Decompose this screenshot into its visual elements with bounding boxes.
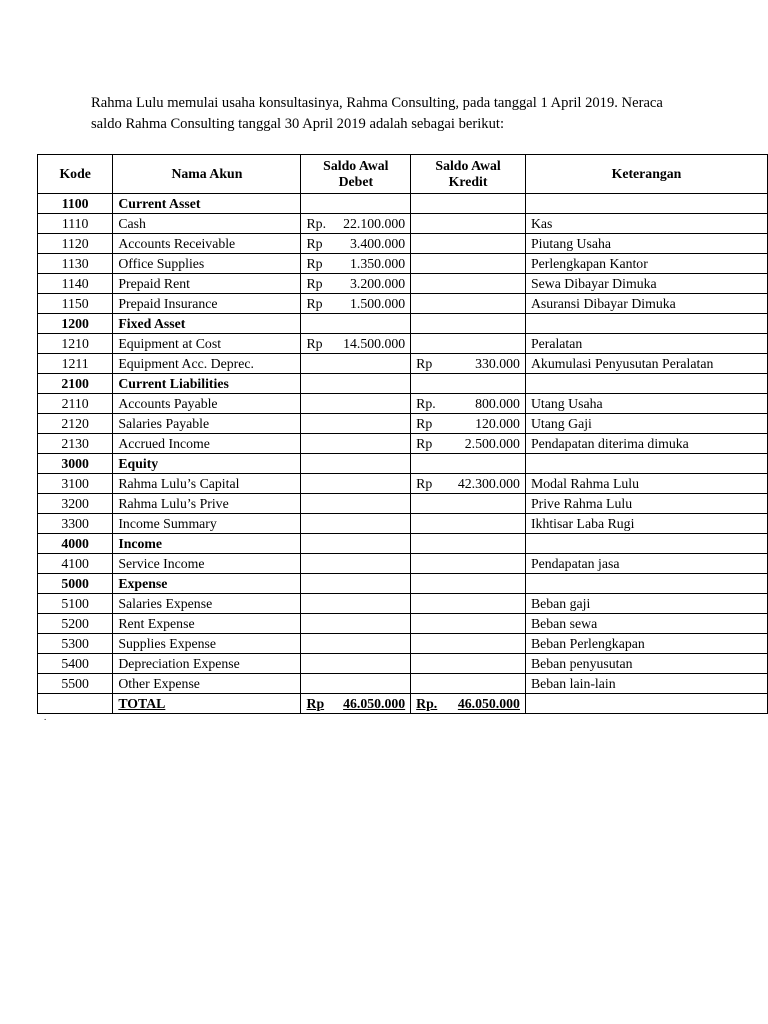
cell-nama-akun: Supplies Expense (113, 634, 301, 654)
cell-keterangan: Peralatan (525, 334, 767, 354)
cell-saldo-kredit-value: 46.050.000 (457, 696, 520, 711)
header-saldo-debet-line2: Debet (338, 174, 374, 189)
cell-saldo-kredit (411, 594, 526, 614)
cell-saldo-debet (301, 274, 411, 294)
cell-saldo-debet-value: 46.050.000 (343, 696, 406, 711)
cell-saldo-debet (301, 434, 411, 454)
cell-kode: 5200 (38, 614, 113, 634)
cell-saldo-debet-value: 1.350.000 (349, 256, 406, 271)
cell-saldo-debet-currency: Rp (306, 336, 323, 351)
table-row (38, 554, 768, 574)
cell-keterangan: Pendapatan diterima dimuka (525, 434, 767, 454)
table-row (38, 354, 768, 374)
table-row (38, 294, 768, 314)
cell-kode: 2100 (38, 374, 113, 394)
table-body (38, 194, 768, 714)
cell-saldo-debet (301, 474, 411, 494)
cell-nama-akun: Salaries Expense (113, 594, 301, 614)
cell-saldo-kredit (411, 354, 526, 374)
cell-keterangan (525, 374, 767, 394)
cell-saldo-debet (301, 674, 411, 694)
cell-nama-akun: Prepaid Rent (113, 274, 301, 294)
cell-keterangan (525, 534, 767, 554)
cell-nama-akun: Accrued Income (113, 434, 301, 454)
table-row (38, 274, 768, 294)
cell-saldo-debet (301, 694, 411, 714)
cell-nama-akun: Rent Expense (113, 614, 301, 634)
cell-saldo-kredit-currency: Rp (416, 416, 433, 431)
cell-kode: 5500 (38, 674, 113, 694)
cell-kode: 1100 (38, 194, 113, 214)
cell-saldo-debet (301, 314, 411, 334)
table-row (38, 534, 768, 554)
cell-nama-akun: Rahma Lulu’s Prive (113, 494, 301, 514)
cell-saldo-debet (301, 394, 411, 414)
header-keterangan: Keterangan (525, 155, 767, 194)
cell-nama-akun: Other Expense (113, 674, 301, 694)
cell-keterangan: Modal Rahma Lulu (525, 474, 767, 494)
table-row (38, 634, 768, 654)
table-row (38, 214, 768, 234)
cell-kode: 5300 (38, 634, 113, 654)
cell-saldo-kredit-value: 42.300.000 (457, 476, 520, 491)
table-header-row (38, 155, 768, 194)
cell-kode: 4100 (38, 554, 113, 574)
cell-saldo-debet (301, 454, 411, 474)
cell-nama-akun: Accounts Receivable (113, 234, 301, 254)
cell-saldo-kredit (411, 214, 526, 234)
cell-saldo-kredit (411, 454, 526, 474)
cell-nama-akun: Current Asset (113, 194, 301, 214)
cell-saldo-kredit-currency: Rp. (416, 396, 436, 411)
table-row (38, 194, 768, 214)
cell-saldo-kredit-currency: Rp. (416, 696, 438, 711)
table-row (38, 614, 768, 634)
cell-saldo-kredit (411, 674, 526, 694)
cell-kode: 1120 (38, 234, 113, 254)
table-row (38, 454, 768, 474)
cell-saldo-debet (301, 334, 411, 354)
cell-kode: 3200 (38, 494, 113, 514)
cell-nama-akun: Prepaid Insurance (113, 294, 301, 314)
cell-saldo-debet (301, 614, 411, 634)
cell-saldo-kredit (411, 374, 526, 394)
table-row (38, 234, 768, 254)
cell-kode: 1140 (38, 274, 113, 294)
cell-keterangan: Prive Rahma Lulu (525, 494, 767, 514)
cell-saldo-kredit-value: 2.500.000 (464, 436, 520, 451)
total-row (38, 694, 768, 714)
table-row (38, 574, 768, 594)
cell-nama-akun: Depreciation Expense (113, 654, 301, 674)
cell-saldo-kredit (411, 194, 526, 214)
cell-keterangan: Beban gaji (525, 594, 767, 614)
cell-saldo-kredit (411, 694, 526, 714)
cell-saldo-debet-currency: Rp (306, 276, 323, 291)
cell-saldo-kredit (411, 474, 526, 494)
cell-kode: 4000 (38, 534, 113, 554)
cell-nama-akun: Income Summary (113, 514, 301, 534)
cell-saldo-kredit (411, 634, 526, 654)
cell-saldo-kredit (411, 274, 526, 294)
table-row (38, 654, 768, 674)
cell-saldo-kredit (411, 654, 526, 674)
table-row (38, 334, 768, 354)
cell-saldo-debet-value: 1.500.000 (349, 296, 406, 311)
cell-saldo-kredit (411, 534, 526, 554)
cell-kode: 5100 (38, 594, 113, 614)
cell-keterangan: Perlengkapan Kantor (525, 254, 767, 274)
cell-kode: 3300 (38, 514, 113, 534)
cell-saldo-kredit-currency: Rp (416, 436, 433, 451)
cell-kode: 1150 (38, 294, 113, 314)
cell-nama-akun: Rahma Lulu’s Capital (113, 474, 301, 494)
cell-saldo-debet (301, 234, 411, 254)
cell-saldo-kredit-currency: Rp (416, 356, 433, 371)
cell-saldo-debet-currency: Rp (306, 696, 325, 711)
table-row (38, 474, 768, 494)
cell-nama-akun: Equipment Acc. Deprec. (113, 354, 301, 374)
cell-keterangan: Beban Perlengkapan (525, 634, 767, 654)
cell-saldo-debet (301, 654, 411, 674)
table-row (38, 494, 768, 514)
cell-saldo-debet (301, 514, 411, 534)
cell-saldo-kredit (411, 434, 526, 454)
cell-kode: 1130 (38, 254, 113, 274)
cell-saldo-kredit (411, 394, 526, 414)
cell-kode: 5400 (38, 654, 113, 674)
cell-keterangan (525, 314, 767, 334)
cell-saldo-kredit (411, 334, 526, 354)
cell-keterangan (525, 454, 767, 474)
cell-keterangan: Beban penyusutan (525, 654, 767, 674)
footnote-mark: . (44, 712, 47, 722)
cell-saldo-kredit (411, 254, 526, 274)
cell-saldo-debet (301, 494, 411, 514)
cell-saldo-debet-value: 22.100.000 (343, 216, 406, 231)
cell-saldo-kredit (411, 574, 526, 594)
trial-balance-table (37, 154, 768, 714)
header-saldo-kredit-line2: Kredit (448, 174, 488, 189)
cell-keterangan: Pendapatan jasa (525, 554, 767, 574)
cell-saldo-kredit (411, 514, 526, 534)
cell-saldo-debet (301, 594, 411, 614)
cell-saldo-kredit-value: 800.000 (475, 396, 520, 411)
cell-saldo-debet (301, 554, 411, 574)
cell-saldo-debet (301, 634, 411, 654)
intro-paragraph (91, 93, 691, 135)
cell-saldo-kredit-currency: Rp (416, 476, 433, 491)
cell-saldo-debet-value: 14.500.000 (343, 336, 406, 351)
cell-keterangan: Utang Gaji (525, 414, 767, 434)
cell-saldo-debet (301, 574, 411, 594)
intro-line-2: saldo Rahma Consulting tanggal 30 April 2019 adalah sebagai berikut: (91, 116, 505, 132)
cell-kode: 1211 (38, 354, 113, 374)
cell-kode: 2130 (38, 434, 113, 454)
table-row (38, 514, 768, 534)
cell-saldo-kredit (411, 314, 526, 334)
cell-kode: 2120 (38, 414, 113, 434)
cell-saldo-debet (301, 354, 411, 374)
cell-nama-akun: Service Income (113, 554, 301, 574)
header-saldo-debet (301, 155, 411, 194)
cell-kode: 1200 (38, 314, 113, 334)
table-row (38, 674, 768, 694)
cell-saldo-kredit (411, 294, 526, 314)
cell-saldo-kredit (411, 234, 526, 254)
cell-saldo-debet-currency: Rp (306, 296, 323, 311)
cell-saldo-debet (301, 214, 411, 234)
header-saldo-kredit-line1: Saldo Awal (435, 158, 501, 173)
table-row (38, 414, 768, 434)
cell-saldo-kredit-value: 330.000 (475, 356, 520, 371)
cell-keterangan (525, 194, 767, 214)
cell-saldo-debet (301, 534, 411, 554)
cell-nama-akun: Salaries Payable (113, 414, 301, 434)
cell-saldo-debet (301, 374, 411, 394)
cell-saldo-debet-value: 3.200.000 (349, 276, 406, 291)
cell-keterangan (525, 574, 767, 594)
cell-nama-akun: Cash (113, 214, 301, 234)
cell-nama-akun: Equipment at Cost (113, 334, 301, 354)
table-row (38, 374, 768, 394)
table-row (38, 434, 768, 454)
cell-saldo-debet (301, 194, 411, 214)
cell-keterangan: Beban sewa (525, 614, 767, 634)
cell-kode: 3000 (38, 454, 113, 474)
cell-nama-akun: TOTAL (113, 694, 301, 714)
header-nama-akun: Nama Akun (113, 155, 301, 194)
cell-kode: 1110 (38, 214, 113, 234)
cell-saldo-debet-currency: Rp (306, 256, 323, 271)
cell-kode: 3100 (38, 474, 113, 494)
cell-keterangan: Akumulasi Penyusutan Peralatan (525, 354, 767, 374)
cell-nama-akun: Equity (113, 454, 301, 474)
cell-nama-akun: Current Liabilities (113, 374, 301, 394)
table-row (38, 594, 768, 614)
cell-nama-akun: Expense (113, 574, 301, 594)
cell-keterangan: Beban lain-lain (525, 674, 767, 694)
cell-saldo-debet (301, 414, 411, 434)
cell-keterangan: Sewa Dibayar Dimuka (525, 274, 767, 294)
cell-kode (38, 694, 113, 714)
cell-keterangan: Utang Usaha (525, 394, 767, 414)
cell-nama-akun: Office Supplies (113, 254, 301, 274)
cell-saldo-debet-currency: Rp. (306, 216, 327, 231)
cell-nama-akun: Fixed Asset (113, 314, 301, 334)
cell-saldo-kredit (411, 554, 526, 574)
cell-nama-akun: Accounts Payable (113, 394, 301, 414)
cell-saldo-debet-value: 3.400.000 (349, 236, 406, 251)
cell-nama-akun: Income (113, 534, 301, 554)
table-row (38, 394, 768, 414)
table-row (38, 254, 768, 274)
cell-saldo-kredit (411, 614, 526, 634)
cell-saldo-kredit-value: 120.000 (475, 416, 520, 431)
cell-keterangan: Asuransi Dibayar Dimuka (525, 294, 767, 314)
cell-keterangan (525, 694, 767, 714)
cell-kode: 5000 (38, 574, 113, 594)
cell-saldo-debet (301, 294, 411, 314)
header-saldo-kredit (411, 155, 526, 194)
header-kode: Kode (38, 155, 113, 194)
intro-line-1: Rahma Lulu memulai usaha konsultasinya, Rahma Consulting, pada tanggal 1 April 2019. Neraca (91, 95, 663, 111)
cell-saldo-kredit (411, 414, 526, 434)
cell-saldo-kredit (411, 494, 526, 514)
cell-saldo-debet (301, 254, 411, 274)
cell-kode: 2110 (38, 394, 113, 414)
cell-keterangan: Kas (525, 214, 767, 234)
cell-kode: 1210 (38, 334, 113, 354)
header-saldo-debet-line1: Saldo Awal (323, 158, 389, 173)
cell-keterangan: Ikhtisar Laba Rugi (525, 514, 767, 534)
cell-saldo-debet-currency: Rp (306, 236, 323, 251)
table-row (38, 314, 768, 334)
cell-keterangan: Piutang Usaha (525, 234, 767, 254)
